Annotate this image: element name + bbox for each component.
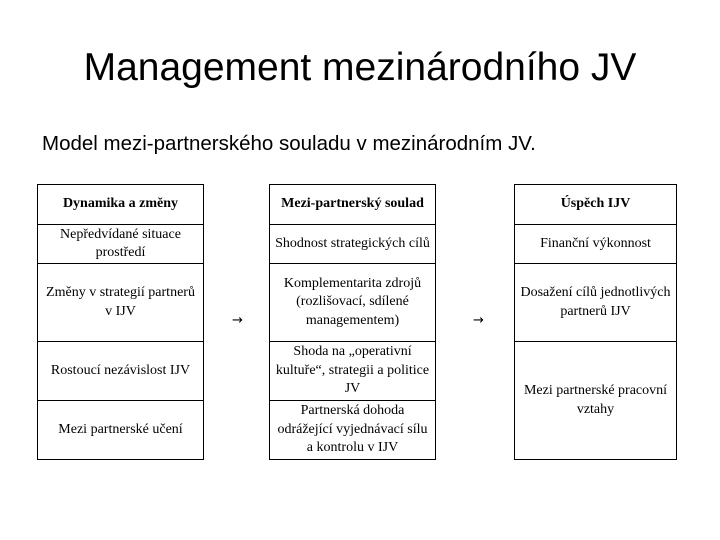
dynamics-column — [37, 184, 204, 460]
success-item: Mezi partnerské pracovní vztahy — [515, 342, 676, 460]
slide-title: Management mezinárodního JV — [83, 46, 637, 89]
fit-item: Partnerská dohoda odrážející vyjednávací sílu a kontrolu v IJV — [270, 401, 435, 460]
dynamics-item: Změny v strategií partnerů v IJV — [38, 264, 203, 342]
fit-model-diagram — [37, 184, 677, 460]
fit-item: Shoda na „operativní kultuře“, strategii a politice JV — [270, 342, 435, 401]
fit-column — [269, 184, 436, 460]
fit-item: Komplementarita zdrojů (rozlišovací, sdílené managementem) — [270, 264, 435, 342]
arrow-right-icon: → — [232, 313, 243, 328]
fit-item: Shodnost strategických cílů — [270, 225, 435, 264]
success-header: Úspěch IJV — [515, 184, 676, 225]
arrow-right-icon: → — [473, 313, 484, 328]
dynamics-header: Dynamika a změny — [38, 184, 203, 225]
success-column — [514, 184, 677, 460]
dynamics-item: Nepředvídané situace prostředí — [38, 225, 203, 264]
success-item: Finanční výkonnost — [515, 225, 676, 264]
dynamics-item: Mezi partnerské učení — [38, 401, 203, 460]
dynamics-item: Rostoucí nezávislost IJV — [38, 342, 203, 401]
success-item: Dosažení cílů jednotlivých partnerů IJV — [515, 264, 676, 342]
fit-header: Mezi-partnerský soulad — [270, 184, 435, 225]
slide-subtitle: Model mezi-partnerského souladu v mezinárodním JV. — [42, 132, 536, 155]
